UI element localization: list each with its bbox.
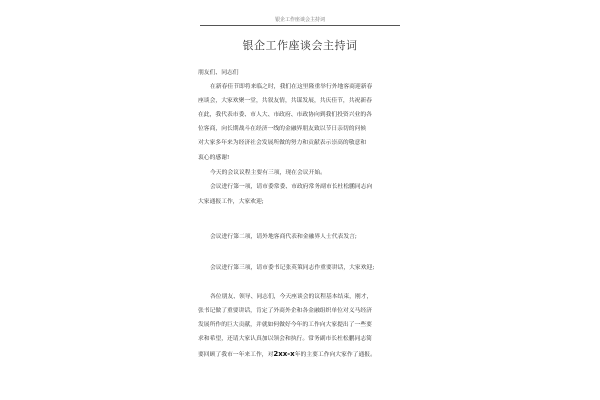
closing-line-2: 张书记做了重要讲话，肯定了外商外企和各金融组织单位对义马经济 bbox=[198, 308, 372, 314]
closing-line-4: 求和希望，还请大家认真加以领会和执行。常务副市长杜松鹏同志简 bbox=[198, 336, 372, 342]
agenda-item-2: 会议进行第二项，请外地客商代表和金融界人士代表发言; bbox=[210, 234, 357, 240]
running-header: 银企工作座谈会主持词 bbox=[274, 17, 325, 23]
paragraph-1-line-6: 衷心的感谢! bbox=[198, 155, 230, 161]
salutation: 朋友们、同志们 bbox=[198, 70, 239, 76]
closing-line-5-end: 年的主要工作向大家作了通报。 bbox=[294, 352, 376, 358]
paragraph-1-line-4: 位客商，向长期战斗在经济一线的金融界朋友致以节日亲切的问候 bbox=[198, 126, 367, 132]
paragraph-1-line-5: 对大家多年来为经济社会发展所做的努力和贡献表示崇高的敬意和 bbox=[198, 140, 367, 146]
closing-line-3: 发展所作的巨大贡献，并就如何做好今年的工作向大家提出了一些要 bbox=[198, 322, 372, 328]
document-title: 银企工作座谈会主持词 bbox=[242, 39, 358, 52]
agenda-item-1-line-2: 大家通报工作，大家欢迎; bbox=[198, 199, 264, 205]
closing-line-5-start: 要回顾了我市一年来工作，对 bbox=[198, 352, 274, 358]
agenda-item-3: 会议进行第三项，请市委书记张英策同志作重要讲话，大家欢迎; bbox=[210, 265, 375, 271]
year-placeholder: 2xx-x bbox=[273, 350, 295, 358]
header-divider bbox=[200, 25, 400, 26]
closing-line-1: 各位朋友、领导、同志们，今天座谈会的议程基本结束，刚才， bbox=[210, 294, 373, 300]
agenda-item-1-line-1: 会议进行第一项，请市委常委、市政府常务副市长杜松鹏同志向 bbox=[210, 184, 373, 190]
agenda-intro: 今天的会议议程主要有三项，现在会议开始。 bbox=[210, 170, 326, 176]
paragraph-1-line-2: 座谈会，大家欢聚一堂，共叙友情，共谋发展，共庆佳节，共祝新春 bbox=[198, 98, 372, 104]
paragraph-1-line-3: 在此，我代表市委、市人大、市政府、市政协向到我们投资兴业的各 bbox=[198, 112, 372, 118]
paragraph-1-line-1: 在新春佳节即将来临之时，我们在这里隆重举行外地客商迎新春 bbox=[210, 84, 373, 90]
closing-line-5 bbox=[198, 347, 398, 362]
